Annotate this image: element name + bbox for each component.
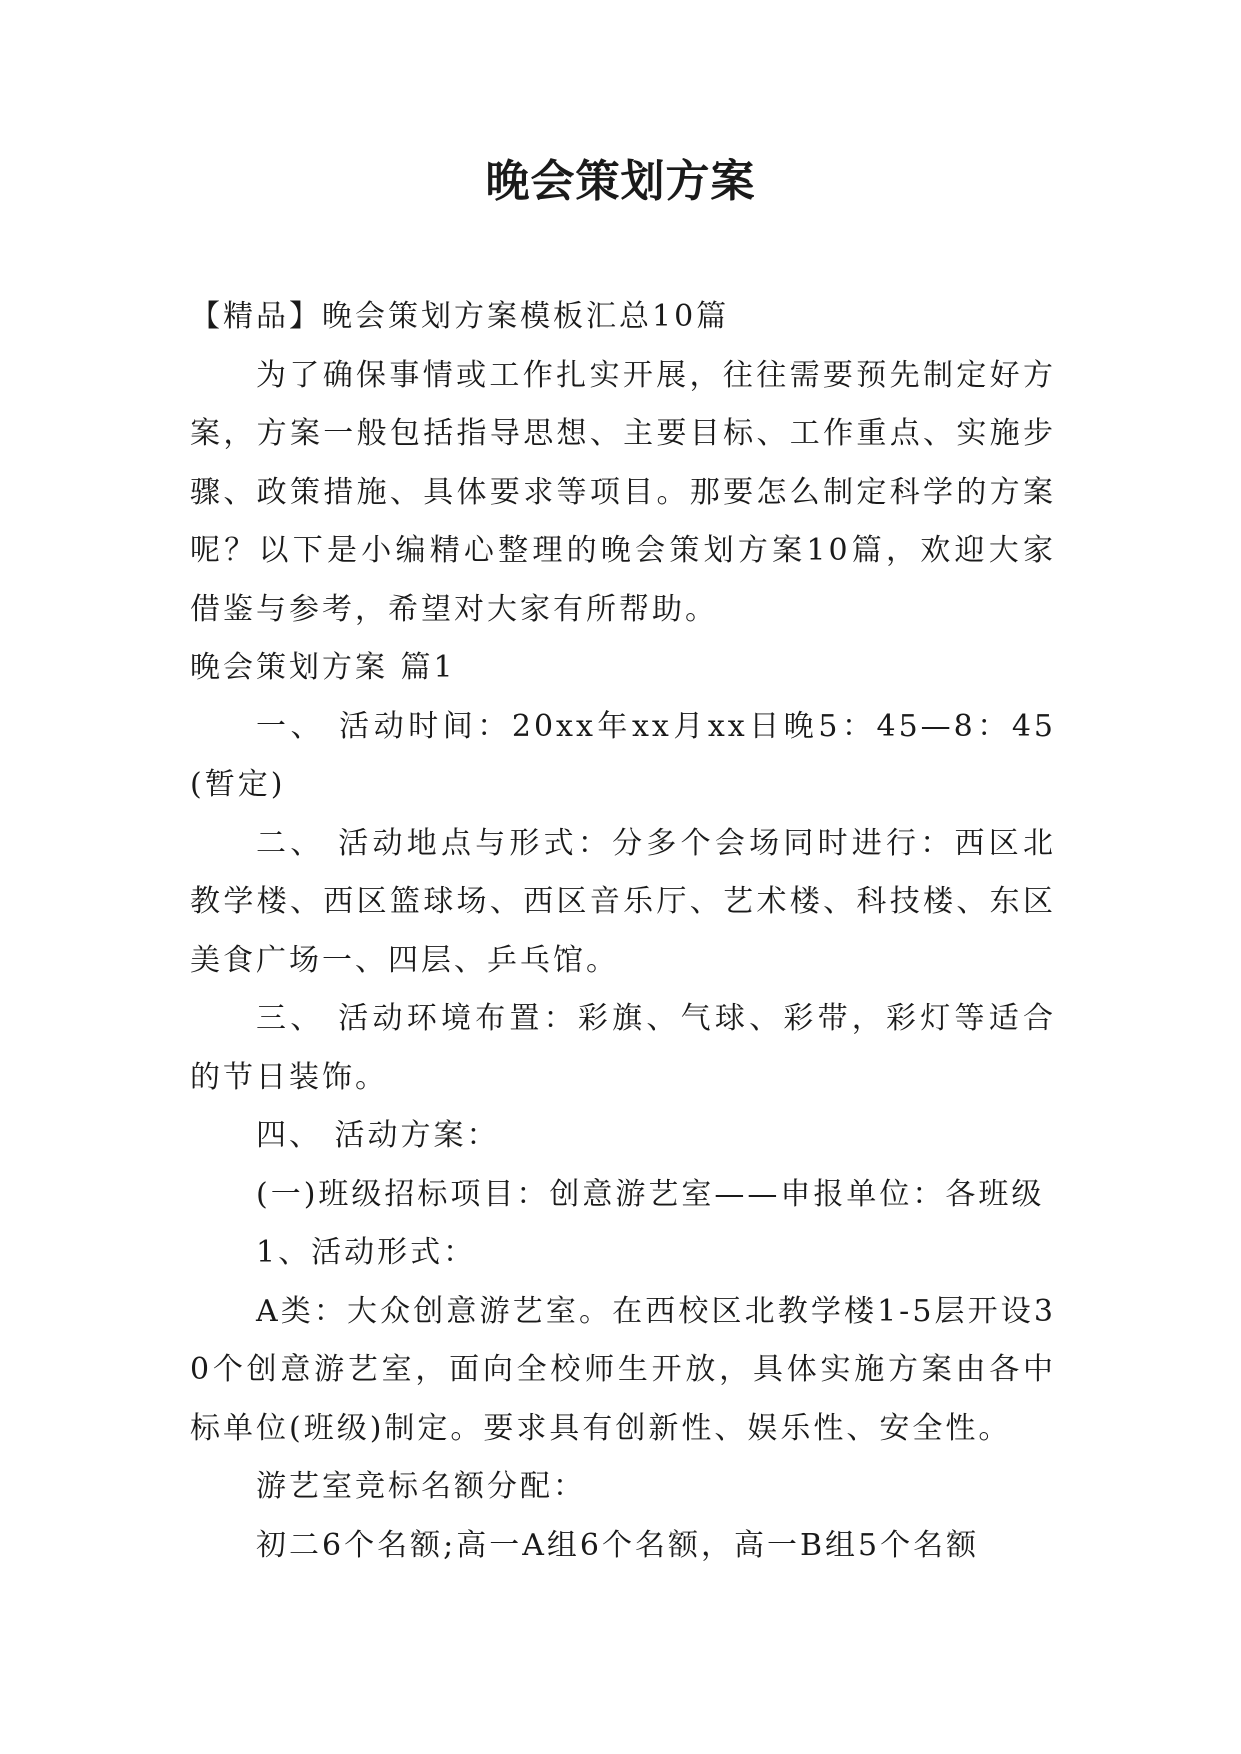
paragraph: 【精品】晚会策划方案模板汇总10篇 (190, 299, 730, 334)
paragraph: 游艺室竞标名额分配： (256, 1469, 586, 1504)
paragraph: A类：大众创意游艺室。在西校区北教学楼1-5层开设30个创意游艺室，面向全校师生开放，具体实施方案由各中标单位(班级)制定。要求具有创新性、娱乐性、安全性。 (190, 1293, 1056, 1446)
paragraph: 三、 活动环境布置：彩旗、气球、彩带，彩灯等适合的节日装饰。 (190, 1001, 1056, 1095)
paragraph: 一、 活动时间：20xx年xx月xx日晚5：45—8：45(暂定) (190, 708, 1056, 802)
document-body (190, 288, 1056, 1575)
paragraph: 四、 活动方案： (256, 1118, 500, 1153)
paragraph: 二、 活动地点与形式：分多个会场同时进行：西区北教学楼、西区篮球场、西区音乐厅、艺术楼、科技楼、东区美食广场一、四层、乒乓馆。 (190, 825, 1056, 978)
paragraph: (一)班级招标项目：创意游艺室——申报单位：各班级 (256, 1176, 1045, 1212)
paragraph: 为了确保事情或工作扎实开展，往往需要预先制定好方案，方案一般包括指导思想、主要目标、工作重点、实施步骤、政策措施、具体要求等项目。那要怎么制定科学的方案呢？以下是小编精心整理的晚会策划方案10篇，欢迎大家借鉴与参考，希望对大家有所帮助。 (190, 357, 1056, 627)
paragraph: 晚会策划方案 篇1 (190, 650, 456, 685)
paragraph: 1、活动形式： (256, 1235, 477, 1270)
document-title: 晚会策划方案 (485, 156, 756, 207)
paragraph: 初二6个名额;高一A组6个名额，高一B组5个名额 (256, 1527, 980, 1563)
